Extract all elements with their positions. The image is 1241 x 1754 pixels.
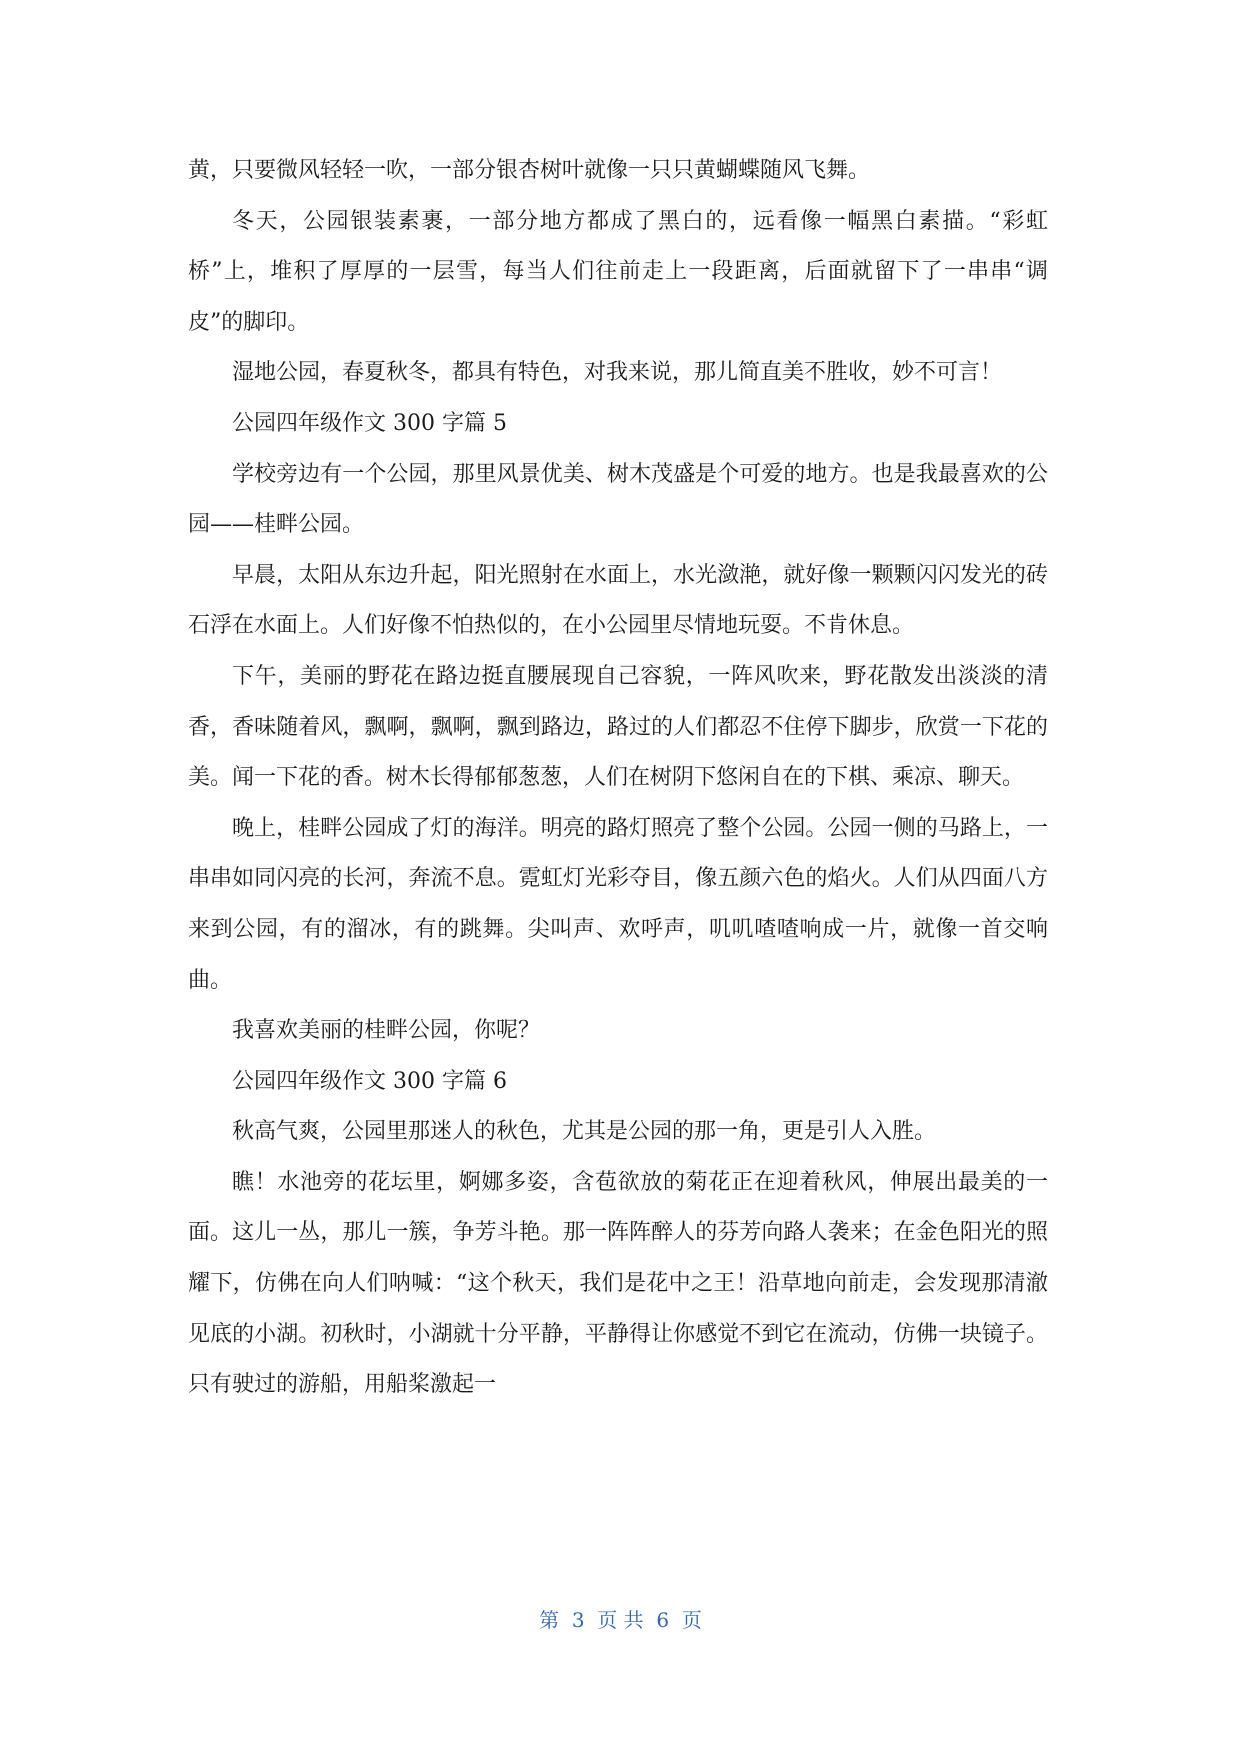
paragraph: 晚上，桂畔公园成了灯的海洋。明亮的路灯照亮了整个公园。公园一侧的马路上，一串串如同闪亮的长河，奔流不息。霓虹灯光彩夺目，像五颜六色的焰火。人们从四面八方来到公园，有的溜冰，有的跳舞。尖叫声、欢呼声，叽叽喳喳响成一片，就像一首交响曲。: [188, 815, 1048, 993]
paragraph: 下午，美丽的野花在路边挺直腰展现自己容貌，一阵风吹来，野花散发出淡淡的清香，香味随着风，飘啊，飘啊，飘到路边，路过的人们都忍不住停下脚步，欣赏一下花的美。闻一下花的香。树木长得郁郁葱葱，人们在树阴下悠闲自在的下棋、乘凉、聊天。: [188, 663, 1048, 791]
paragraph: 黄，只要微风轻轻一吹，一部分银杏树叶就像一只只黄蝴蝶随风飞舞。: [188, 158, 871, 183]
paragraph: 早晨，太阳从东边升起，阳光照射在水面上，水光潋滟，就好像一颗颗闪闪发光的砖石浮在水面上。人们好像不怕热似的，在小公园里尽情地玩耍。不肯休息。: [188, 562, 1048, 639]
paragraph: 冬天，公园银装素裹，一部分地方都成了黑白的，远看像一幅黑白素描。“彩虹桥”上，堆积了厚厚的一层雪，每当人们往前走上一段距离，后面就留下了一串串“调皮”的脚印。: [188, 208, 1048, 335]
section-heading: 公园四年级作文 300 字篇 6: [232, 1068, 507, 1094]
paragraph: 学校旁边有一个公园，那里风景优美、树木茂盛是个可爱的地方。也是我最喜欢的公园——桂畔公园。: [188, 461, 1048, 538]
paragraph: 我喜欢美丽的桂畔公园，你呢？: [232, 1018, 541, 1044]
page-number-footer: 第 3 页 共 6 页: [539, 1608, 702, 1632]
section-heading: 公园四年级作文 300 字篇 5: [232, 410, 507, 436]
paragraph: 秋高气爽，公园里那迷人的秋色，尤其是公园的那一角，更是引人入胜。: [232, 1119, 937, 1145]
paragraph: 瞧！水池旁的花坛里，婀娜多姿，含苞欲放的菊花正在迎着秋风，伸展出最美的一面。这儿一丛，那儿一簇，争芳斗艳。那一阵阵醉人的芬芳向路人袭来；在金色阳光的照耀下，仿佛在向人们呐喊：“这个秋天，我们是花中之王！沿草地向前走，会发现那清澈见底的小湖。初秋时，小湖就十分平静，平静得让你感觉不到它在流动，仿佛一块镜子。只有驶过的游船，用船桨激起一: [188, 1169, 1048, 1398]
paragraph: 湿地公园，春夏秋冬，都具有特色，对我来说，那儿简直美不胜收，妙不可言！: [232, 360, 1003, 386]
document-body: [188, 146, 1048, 1411]
